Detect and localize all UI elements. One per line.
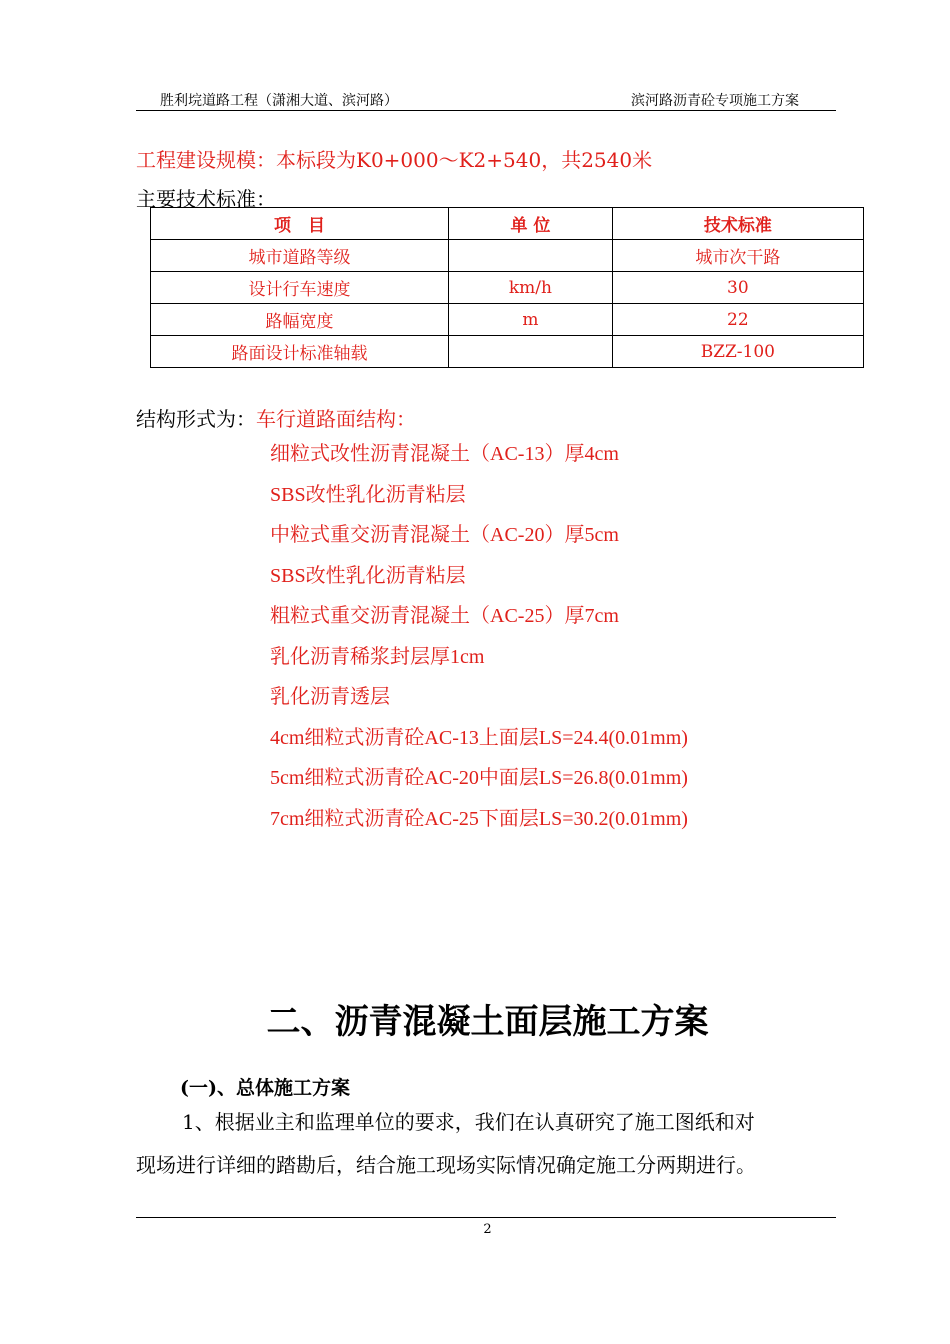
table-cell: 城市次干路 <box>612 240 863 272</box>
list-item: SBS改性乳化沥青粘层 <box>270 564 466 587</box>
table-row <box>151 304 864 336</box>
header-left: 胜利垸道路工程（潇湘大道、滨河路） <box>160 93 398 109</box>
table-header-row <box>151 208 864 240</box>
table-row <box>151 336 864 368</box>
table-cell: 路面设计标准轴载 <box>151 336 449 368</box>
table-cell: 城市道路等级 <box>151 240 449 272</box>
list-item: 7cm细粒式沥青砼AC-25下面层LS=30.2(0.01mm) <box>270 807 688 830</box>
standards-label: 主要技术标准： <box>136 187 276 211</box>
table-cell: 设计行车速度 <box>151 272 449 304</box>
project-scale: 工程建设规模：本标段为K0+000～K2+540，共2540米 <box>136 148 653 172</box>
structure-line <box>136 403 416 432</box>
list-item: 乳化沥青透层 <box>270 686 390 708</box>
table-cell: 22 <box>612 304 863 336</box>
footer-divider <box>136 1217 836 1218</box>
paragraph-line-1: 1、根据业主和监理单位的要求，我们在认真研究了施工图纸和对 <box>182 1110 755 1134</box>
structure-label: 结构形式为： <box>136 407 256 431</box>
table-cell: m <box>449 304 613 336</box>
table-cell <box>449 240 613 272</box>
list-item: 4cm细粒式沥青砼AC-13上面层LS=24.4(0.01mm) <box>270 726 688 749</box>
header-divider <box>136 110 836 111</box>
list-item: 中粒式重交沥青混凝土（AC-20）厚5cm <box>270 524 619 546</box>
structure-value: 车行道路面结构： <box>256 407 416 431</box>
tech-standards-table <box>150 207 864 368</box>
header-unit: 单 位 <box>449 208 613 240</box>
header-item: 项 目 <box>151 208 449 240</box>
pavement-layers-list <box>270 437 688 842</box>
header-standard: 技术标准 <box>612 208 863 240</box>
table-cell: 路幅宽度 <box>151 304 449 336</box>
table-cell: 30 <box>612 272 863 304</box>
section-title: 二、沥青混凝土面层施工方案 <box>266 1002 709 1042</box>
page-number: 2 <box>483 1222 492 1237</box>
list-item: 细粒式改性沥青混凝土（AC-13）厚4cm <box>270 443 619 465</box>
list-item: 5cm细粒式沥青砼AC-20中面层LS=26.8(0.01mm) <box>270 767 688 789</box>
paragraph-line-2: 现场进行详细的踏勘后，结合施工现场实际情况确定施工分两期进行。 <box>136 1153 756 1177</box>
table-cell: BZZ-100 <box>612 336 863 368</box>
table-cell <box>449 336 613 368</box>
sub-section-title: (一)、总体施工方案 <box>180 1077 350 1099</box>
table-row <box>151 240 864 272</box>
list-item: 粗粒式重交沥青混凝土（AC-25）厚7cm <box>270 605 619 627</box>
list-item: SBS改性乳化沥青粘层 <box>270 483 466 506</box>
list-item: 乳化沥青稀浆封层厚1cm <box>270 645 485 668</box>
table-row <box>151 272 864 304</box>
table-cell: km/h <box>449 272 613 304</box>
header-right: 滨河路沥青砼专项施工方案 <box>631 93 799 109</box>
